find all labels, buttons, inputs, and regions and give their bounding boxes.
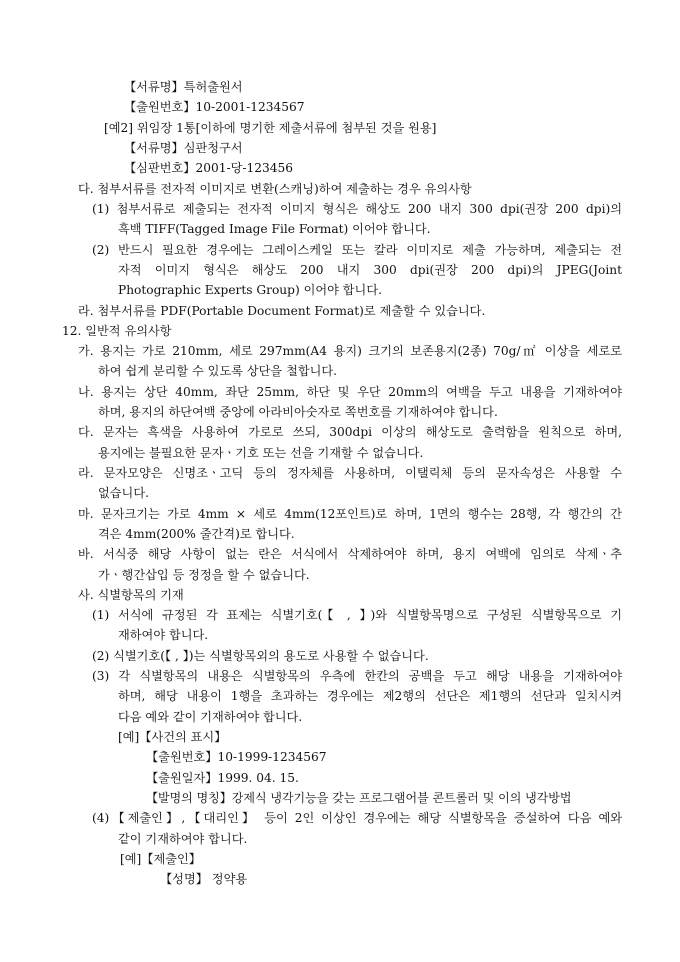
doc-line: [예]【사건의 표시】: [118, 730, 227, 744]
doc-line: 하여 쉽게 분리할 수 있도록 상단을 철합니다.: [98, 364, 338, 378]
doc-line: 【출원번호】10-1999-1234567: [146, 750, 327, 764]
doc-line: (1) 서식에 규정된 각 표제는 식별기호(【 , 】)와 식별항목명으로 구성된 식별항목으로 기: [92, 608, 622, 622]
doc-line: (3) 각 식별항목의 내용은 식별항목의 우측에 한칸의 공백을 두고 해당 내용을 기재하여야: [92, 669, 622, 683]
doc-line: 흑백 TIFF(Tagged Image File Format) 이어야 합니다.: [118, 222, 431, 236]
doc-line: 사. 식별항목의 기재: [78, 588, 184, 602]
doc-line: 【성명】 정약용: [160, 872, 248, 886]
doc-line: 다. 문자는 흑색을 사용하여 가로로 쓰되, 300dpi 이상의 해상도로 출력함을 원칙으로 하며,: [78, 425, 622, 439]
doc-line: 【서류명】심판청구서: [124, 141, 243, 155]
doc-line: 12. 일반적 유의사항: [62, 324, 172, 338]
doc-line: 【심판번호】2001-당-123456: [124, 161, 294, 175]
doc-line: 하며, 용지의 하단여백 중앙에 아라비아숫자로 쪽번호를 기재하여야 합니다.: [98, 405, 498, 419]
doc-line: 다. 첨부서류를 전자적 이미지로 변환(스캐닝)하여 제출하는 경우 유의사항: [78, 182, 472, 196]
doc-line: 【출원번호】10-2001-1234567: [124, 100, 305, 114]
doc-line: 【출원일자】1999. 04. 15.: [146, 771, 299, 785]
doc-line: (1) 첨부서류로 제출되는 전자적 이미지 형식은 해상도 200 내지 300 dpi(권장 200 dpi)의: [92, 202, 622, 216]
doc-line: 같이 기재하여야 합니다.: [118, 832, 248, 846]
doc-line: 바. 서식중 해당 사항이 없는 란은 서식에서 삭제하여야 하며, 용지 여백에 임의로 삭제ㆍ추: [78, 547, 622, 561]
doc-line: [예2] 위임장 1통[이하에 명기한 제출서류에 첨부된 것을 원용]: [104, 121, 437, 135]
doc-line: [예]【제출인】: [120, 852, 201, 866]
doc-line: 마. 문자크기는 가로 4mm × 세로 4mm(12포인트)로 하며, 1면의 행수는 28행, 각 행간의 간: [78, 507, 622, 521]
doc-line: 라. 첨부서류를 PDF(Portable Document Format)로 제출할 수 있습니다.: [78, 304, 486, 318]
doc-line: 가ㆍ행간삽입 등 정정을 할 수 없습니다.: [98, 568, 310, 582]
doc-line: 다음 예와 같이 기재하여야 합니다.: [118, 710, 303, 724]
doc-line: (4)【제출인】,【대리인】 등이 2인 이상인 경우에는 해당 식별항목을 증설하여 다음 예와: [92, 811, 622, 825]
doc-line: 없습니다.: [98, 486, 149, 500]
doc-line: 가. 용지는 가로 210mm, 세로 297mm(A4 용지) 크기의 보존용지(2종) 70g/㎡ 이상을 세로로: [78, 344, 622, 358]
doc-line: (2) 반드시 필요한 경우에는 그레이스케일 또는 칼라 이미지로 제출 가능하며, 제출되는 전: [92, 243, 622, 257]
doc-line: 나. 용지는 상단 40mm, 좌단 25mm, 하단 및 우단 20mm의 여백을 두고 내용을 기재하여야: [78, 385, 622, 399]
doc-line: (2) 식별기호(【 , 】)는 식별항목외의 용도로 사용할 수 없습니다.: [92, 649, 429, 663]
doc-line: 자적 이미지 형식은 해상도 200 내지 300 dpi(권장 200 dpi)의 JPEG(Joint: [118, 263, 622, 277]
doc-line: 재하여야 합니다.: [118, 628, 209, 642]
doc-line: 하며, 해당 내용이 1행을 초과하는 경우에는 제2행의 선단은 제1행의 선단과 일치시켜: [118, 689, 622, 703]
doc-line: 【서류명】특허출원서: [124, 80, 243, 94]
doc-line: 라. 문자모양은 신명조ㆍ고딕 등의 정자체를 사용하며, 이탤릭체 등의 문자속성은 사용할 수: [78, 466, 622, 480]
doc-line: 격은 4mm(200% 줄간격)로 합니다.: [98, 527, 295, 541]
doc-line: 용지에는 불필요한 문자ㆍ기호 또는 선을 기재할 수 없습니다.: [98, 446, 424, 460]
doc-line: 【발명의 명칭】강제식 냉각기능을 갖는 프로그램어블 콘트롤러 및 이의 냉각방법: [146, 791, 572, 805]
doc-line: Photographic Experts Group) 이어야 합니다.: [118, 283, 382, 297]
